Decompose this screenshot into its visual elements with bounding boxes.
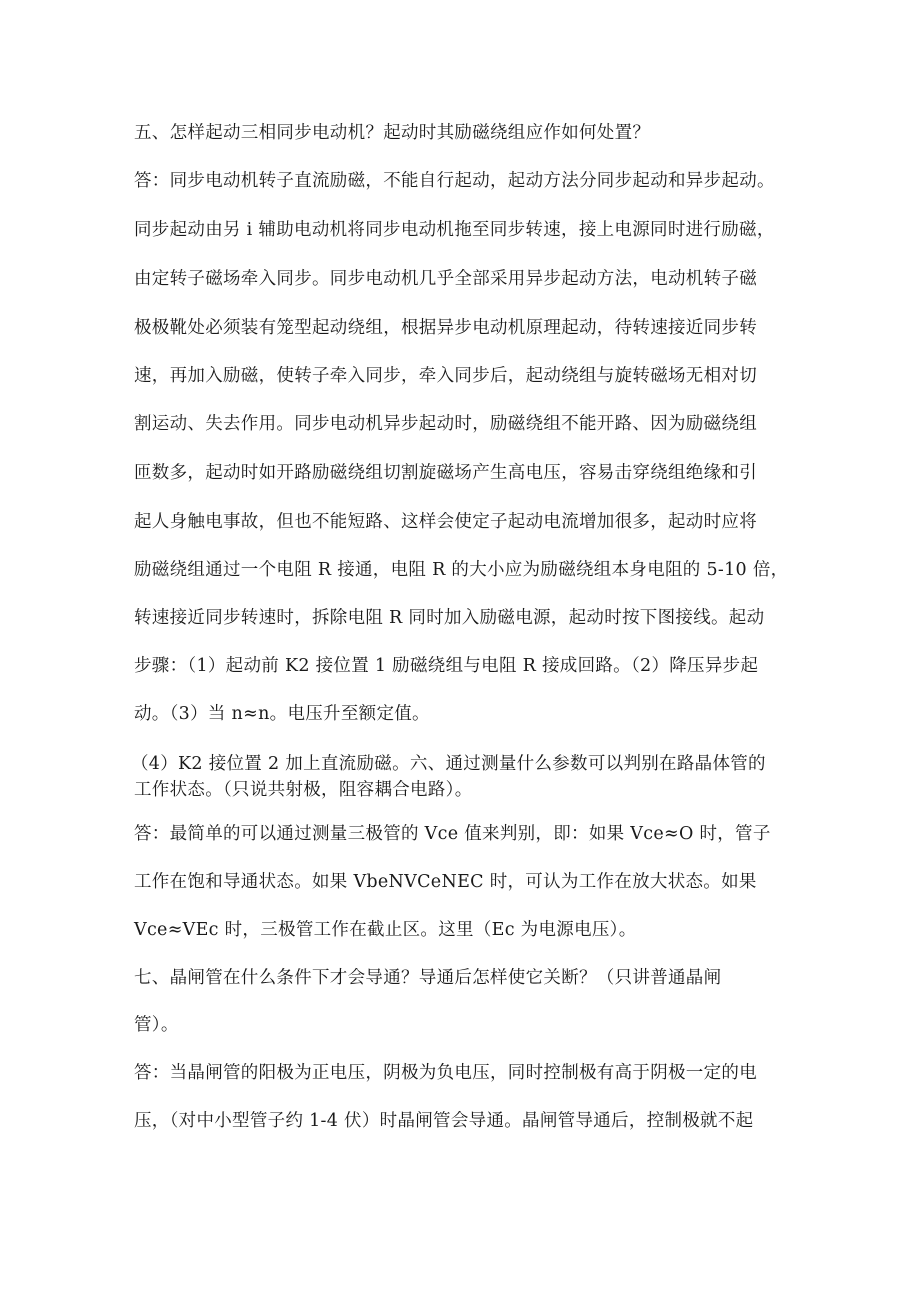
text-line: 压，（对中小型管子约 1-4 伏）时晶闸管会导通。晶闸管导通后，控制极就不起 xyxy=(134,1111,754,1131)
heading-q7: 七、晶闸管在什么条件下才会导通？导通后怎样使它关断？（只讲普通晶闸 xyxy=(134,968,722,988)
text-line: Vce≈VEc 时，三极管工作在截止区。这里（Ec 为电源电压）。 xyxy=(134,920,637,940)
text-line: 同步起动由另 i 辅助电动机将同步电动机拖至同步转速，接上电源同时进行励磁， xyxy=(134,220,775,240)
text-line: 管）。 xyxy=(134,1015,179,1035)
text-line: 极极靴处必须装有笼型起动绕组，根据异步电动机原理起动，待转速接近同步转 xyxy=(134,318,757,338)
text-line: 励磁绕组通过一个电阻 R 接通，电阻 R 的大小应为励磁绕组本身电阻的 5-10 倍， xyxy=(134,560,789,580)
text-line: 答：当晶闸管的阳极为正电压，阴极为负电压，同时控制极有高于阴极一定的电 xyxy=(134,1063,757,1083)
text-line: 起人身触电事故，但也不能短路、这样会使定子起动电流增加很多，起动时应将 xyxy=(134,512,757,532)
text-line: 步骤：（1）起动前 K2 接位置 1 励磁绕组与电阻 R 接成回路。（2）降压异步起 xyxy=(134,656,759,676)
text-line: 转速接近同步转速时，拆除电阻 R 同时加入励磁电源，起动时按下图接线。起动 xyxy=(134,608,765,628)
heading-q6: （4）K2 接位置 2 加上直流励磁。六、通过测量什么参数可以判别在路晶体管的 xyxy=(131,754,766,774)
text-line: 匝数多，起动时如开路励磁绕组切割旋磁场产生高电压，容易击穿绕组绝缘和引 xyxy=(134,463,757,483)
heading-q5: 五、怎样起动三相同步电动机？起动时其励磁绕组应作如何处置？ xyxy=(134,123,651,143)
text-line: 工作在饱和导通状态。如果 VbeNVCeNEC 时，可认为工作在放大状态。如果 xyxy=(134,872,757,892)
text-line: 答：同步电动机转子直流励磁，不能自行起动，起动方法分同步起动和异步起动。 xyxy=(134,171,775,191)
text-line: 由定转子磁场牵入同步。同步电动机几乎全部采用异步起动方法，电动机转子磁 xyxy=(134,269,757,289)
text-line: 动。（3）当 n≈n。电压升至额定值。 xyxy=(134,704,430,724)
text-line: 答：最简单的可以通过测量三极管的 Vce 值来判别，即：如果 Vce≈O 时，管子 xyxy=(134,824,771,844)
text-line: 工作状态。（只说共射极，阻容耦合电路）。 xyxy=(134,780,473,800)
text-line: 速，再加入励磁，使转子牵入同步，牵入同步后，起动绕组与旋转磁场无相对切 xyxy=(134,366,757,386)
text-line: 割运动、失去作用。同步电动机异步起动时，励磁绕组不能开路、因为励磁绕组 xyxy=(134,414,757,434)
